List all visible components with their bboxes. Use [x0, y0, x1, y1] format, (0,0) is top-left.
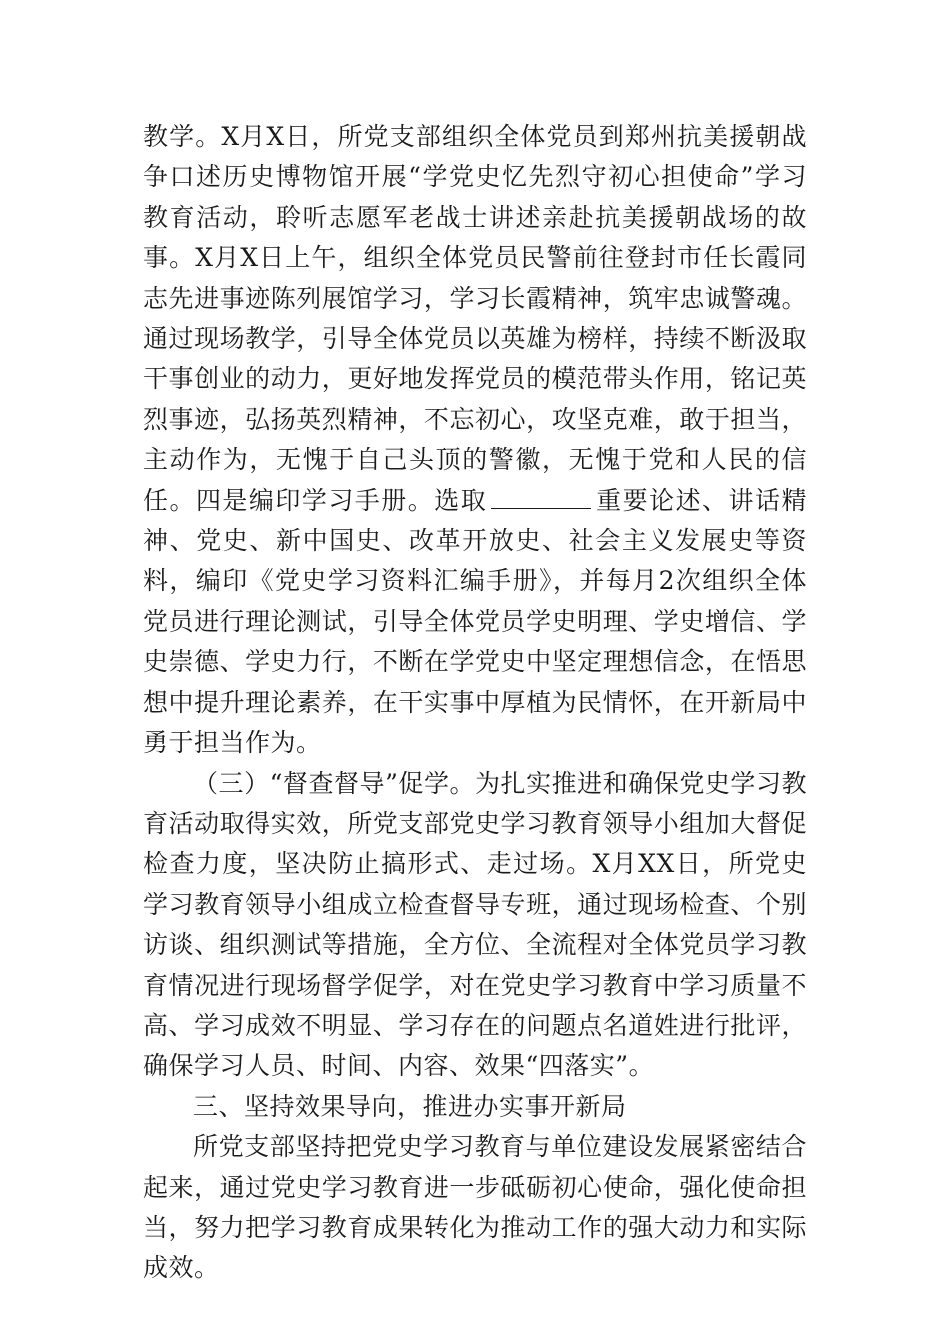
blank-fill-line: [491, 484, 591, 509]
paragraph-text: 重要论述、讲话精神、党史、新中国史、改革开放史、社会主义发展史等资料，编印《党史学习资料汇编手册》，并每月2次组织全体党员进行理论测试，引导全体党员学史明理、学史增信、学史崇德、学史力行，不断在学党史中坚定理想信念，在悟思想中提升理论素养，在干实事中厚植为民情怀，在开新局中勇于担当作为。: [143, 485, 807, 758]
section-heading: 三、坚持效果导向，推进办实事开新局: [193, 1091, 627, 1121]
paragraph-continued: [143, 117, 807, 764]
paragraph-results: 所党支部坚持把党史学习教育与单位建设发展紧密结合起来，通过党史学习教育进一步砥砺初心使命，强化使命担当，努力把学习教育成果转化为推动工作的强大动力和实际成效。: [143, 1132, 807, 1283]
document-body: [143, 117, 807, 1289]
paragraph-supervision: （三）“督查督导”促学。为扎实推进和确保党史学习教育活动取得实效，所党支部党史学习教育领导小组加大督促检查力度，坚决防止搞形式、走过场。X月XX日，所党史学习教育领导小组成立检查督导专班，通过现场检查、个别访谈、组织测试等措施，全方位、全流程对全体党员学习教育情况进行现场督学促学，对在党史学习教育中学习质量不高、学习成效不明显、学习存在的问题点名道姓进行批评，确保学习人员、时间、内容、效果“四落实”。: [143, 768, 807, 1081]
paragraph-text: 教学。X月X日，所党支部组织全体党员到郑州抗美援朝战争口述历史博物馆开展“学党史忆先烈守初心担使命”学习教育活动，聆听志愿军老战士讲述亲赴抗美援朝战场的故事。X月X日上午，组织全体党员民警前往登封市任长霞同志先进事迹陈列展馆学习，学习长霞精神，筑牢忠诚警魂。通过现场教学，引导全体党员以英雄为榜样，持续不断汲取干事创业的动力，更好地发挥党员的模范带头作用，铭记英烈事迹，弘扬英烈精神，不忘初心，攻坚克难，敢于担当，主动作为，无愧于自己头顶的警徽，无愧于党和人民的信任。四是编印学习手册。选取: [143, 122, 807, 515]
